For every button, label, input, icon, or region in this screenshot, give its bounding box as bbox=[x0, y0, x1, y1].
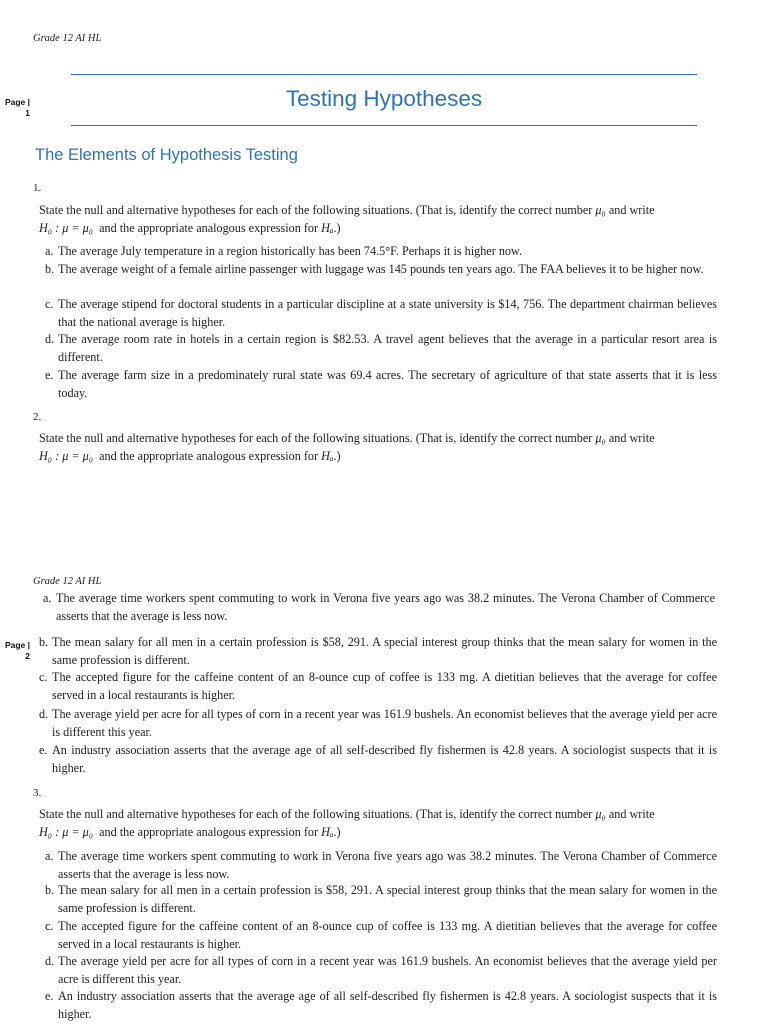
instruction-paragraph: State the null and alternative hypotheses for each of the following situations. (That is, identify the correct number μ₀ and write H₀ : μ = μ₀ and the appropriate analogous expression for Hₐ.) bbox=[39, 807, 655, 839]
list-item: b. The mean salary for all men in a certain profession is $58, 291. A special interest group thinks that the mean salary for women in the same profession is different. bbox=[39, 635, 717, 667]
list-item: a. The average July temperature in a region historically has been 74.5°F. Perhaps it is higher now. bbox=[45, 244, 523, 258]
running-header: Grade 12 AI HL bbox=[33, 33, 102, 44]
list-item: d. The average yield per acre for all types of corn in a recent year was 161.9 bushels. An economist believes that the average yield per acre is different this year. bbox=[45, 954, 717, 986]
list-item: c. The average stipend for doctoral students in a particular discipline at a state university is $14, 756. The department chairman believes that the national average is higher. bbox=[45, 297, 717, 329]
page-number: 2 bbox=[25, 651, 30, 661]
list-item: a. The average time workers spent commuting to work in Verona five years ago was 38.2 minutes. The Verona Chamber of Commerce asserts that the average is less now. bbox=[45, 849, 717, 881]
instruction-paragraph: State the null and alternative hypotheses for each of the following situations. (That is, identify the correct number μ₀ and write H₀ : μ = μ₀ and the appropriate analogous expression for Hₐ.) bbox=[39, 431, 655, 463]
list-item: c. The accepted figure for the caffeine content of an 8-ounce cup of coffee is 133 mg. A dietitian believes that the average for coffee served in a local restaurants is higher. bbox=[39, 670, 717, 702]
title-rule-bottom bbox=[71, 125, 697, 126]
list-item: a. The average time workers spent commuting to work in Verona five years ago was 38.2 minutes. The Verona Chamber of Commerce asserts that the average is less now. bbox=[43, 591, 715, 623]
question-number: 2. bbox=[33, 411, 42, 423]
instruction-paragraph: State the null and alternative hypotheses for each of the following situations. (That is, identify the correct number μ₀ and write H₀ : μ = μ₀ and the appropriate analogous expression for Hₐ.) bbox=[39, 203, 655, 235]
running-header: Grade 12 AI HL bbox=[33, 576, 102, 587]
list-item: b. The average weight of a female airline passenger with luggage was 145 pounds ten years ago. The FAA believes it to be higher now. bbox=[45, 262, 704, 276]
page-title: Testing Hypotheses bbox=[285, 86, 483, 111]
list-item: e. The average farm size in a predominately rural state was 69.4 acres. The secretary of agriculture of that state asserts that it is less today. bbox=[45, 368, 717, 400]
list-item: b. The mean salary for all men in a certain profession is $58, 291. A special interest group thinks that the mean salary for women in the same profession is different. bbox=[45, 883, 717, 915]
page-label: Page | bbox=[4, 97, 30, 107]
question-number: 1. bbox=[33, 182, 42, 194]
page-number-2 bbox=[3, 640, 30, 662]
title-rule-top bbox=[71, 74, 697, 75]
page-label: Page | bbox=[4, 640, 30, 650]
list-item: e. An industry association asserts that the average age of all self-described fly fishermen is 42.8 years. A sociologist suspects that it is higher. bbox=[39, 743, 717, 775]
page-number: 1 bbox=[25, 108, 30, 118]
list-item: e. An industry association asserts that the average age of all self-described fly fishermen is 42.8 years. A sociologist suspects that it is higher. bbox=[45, 989, 717, 1021]
question-number: 3. bbox=[33, 787, 42, 799]
list-item: c. The accepted figure for the caffeine content of an 8-ounce cup of coffee is 133 mg. A dietitian believes that the average for coffee served in a local restaurants is higher. bbox=[45, 919, 717, 951]
list-item: d. The average yield per acre for all types of corn in a recent year was 161.9 bushels. An economist believes that the average yield per acre is different this year. bbox=[39, 707, 717, 739]
section-heading: The Elements of Hypothesis Testing bbox=[35, 146, 298, 164]
list-item: d. The average room rate in hotels in a certain region is $82.53. A travel agent believes that the average in a particular resort area is different. bbox=[45, 332, 717, 364]
